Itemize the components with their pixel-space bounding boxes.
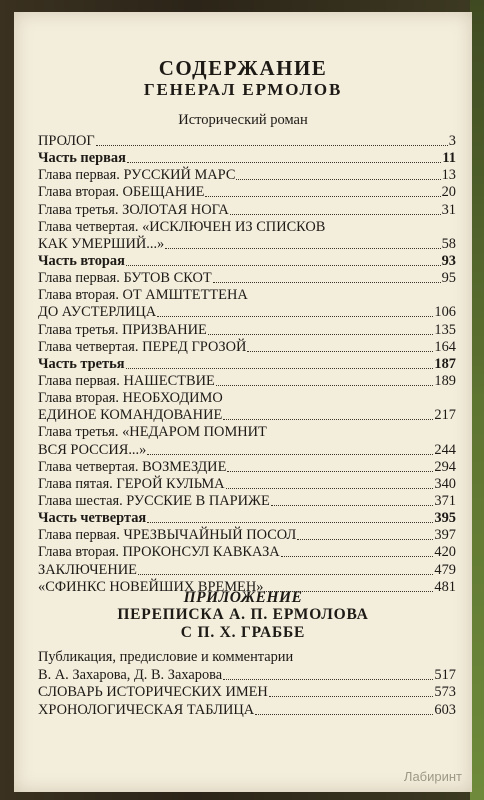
toc-entry-page: 481 [434,578,456,595]
toc-entry [38,253,456,270]
dot-leader [96,145,448,146]
dot-leader [230,214,441,215]
toc-entry-page: 106 [434,304,456,321]
dot-leader [157,316,433,317]
toc-entry-title: Часть первая [38,150,126,167]
toc-entry-title: Глава вторая. ОТ АМШТЕТТЕНА [38,287,248,304]
dot-leader [271,505,434,506]
dot-leader [247,351,433,352]
dot-leader [236,179,440,180]
toc-entry-title: ДО АУСТЕРЛИЦА [38,304,157,321]
toc-entry [38,167,456,184]
toc-entry [38,544,456,561]
toc-entry-page: 187 [434,355,456,372]
toc-entry [38,322,456,339]
dot-leader [297,539,433,540]
toc-entry-title: СЛОВАРЬ ИСТОРИЧЕСКИХ ИМЕН [38,684,268,701]
toc-entry-page: 420 [434,544,456,561]
toc-entry-page: 95 [441,270,456,287]
dot-leader [126,265,441,266]
toc-entry-title: Глава третья. «НЕДАРОМ ПОМНИТ [38,424,267,441]
appendix-contents [38,649,456,719]
appendix-title-line2: С П. Х. ГРАББЕ [180,624,306,641]
dot-leader [208,334,434,335]
toc-entry-page: 479 [434,561,456,578]
dot-leader [269,696,434,697]
toc-entry [38,373,456,390]
toc-entry-title: Глава первая. РУССКИЙ МАРС [38,167,236,184]
toc-entry-title: КАК УМЕРШИЙ...» [38,235,165,252]
toc-entry-title: Глава четвертая. ПЕРЕД ГРОЗОЙ [38,338,247,355]
toc-entry [38,339,456,356]
book-page [14,12,472,792]
toc-entry [38,390,456,407]
toc-entry-title: ЗАКЛЮЧЕНИЕ [38,561,137,578]
toc-entry-page: 164 [434,338,456,355]
toc-entry [38,202,456,219]
toc-entry [38,304,456,321]
toc-entry [38,236,456,253]
toc-entry-title: ХРОНОЛОГИЧЕСКАЯ ТАБЛИЦА [38,701,255,718]
toc-entry [38,684,456,702]
toc-entry-page: 20 [441,184,456,201]
toc-entry-title: Глава вторая. НЕОБХОДИМО [38,390,223,407]
toc-entry-page: 573 [434,684,456,701]
dot-leader [216,385,434,386]
toc-entry-page: 371 [434,492,456,509]
toc-entry-page: 517 [434,666,456,683]
toc-entry-page: 294 [434,458,456,475]
toc-entry [38,184,456,201]
toc-entry [38,270,456,287]
toc-entry-page: 13 [441,167,456,184]
dot-leader [138,574,433,575]
watermark-logo: Лабиринт [403,769,462,784]
toc-entry-title: ЕДИНОЕ КОМАНДОВАНИЕ [38,407,223,424]
toc-entry [38,493,456,510]
toc-entry [38,442,456,459]
dot-leader [223,679,433,680]
toc-entry-title: Глава первая. ЧРЕЗВЫЧАЙНЫЙ ПОСОЛ [38,527,297,544]
toc-entry [38,459,456,476]
toc-entry-title: Глава первая. НАШЕСТВИЕ [38,372,215,389]
appendix-title-line1: ПЕРЕПИСКА А. П. ЕРМОЛОВА [117,606,369,623]
toc-entry-title: Глава вторая. ПРОКОНСУЛ КАВКАЗА [38,544,280,561]
toc-entry [38,287,456,304]
book-title: ГЕНЕРАЛ ЕРМОЛОВ [143,80,343,99]
toc-entry-title: Глава четвертая. ВОЗМЕЗДИЕ [38,458,227,475]
toc-entry-title: ПРОЛОГ [38,133,95,149]
page-title: СОДЕРЖАНИЕ [158,56,328,80]
toc-entry-page: 397 [434,527,456,544]
toc-entry [38,702,456,720]
dot-leader [255,714,433,715]
toc-entry [38,667,456,685]
toc-entry-page: 135 [434,321,456,338]
toc-entry-title: Глава третья. ЗОЛОТАЯ НОГА [38,201,229,218]
toc-entry [38,562,456,579]
dot-leader [147,522,433,523]
dot-leader [227,471,433,472]
toc-entry [38,527,456,544]
toc-entry-page: 189 [434,372,456,389]
dot-leader [223,419,433,420]
dot-leader [126,368,434,369]
toc-entry-title: Глава вторая. ОБЕЩАНИЕ [38,184,205,201]
toc-entry-page: 217 [434,407,456,424]
toc-entry [38,133,456,150]
toc-entry-title: Часть четвертая [38,510,147,527]
toc-entry-title: Глава пятая. ГЕРОЙ КУЛЬМА [38,475,225,492]
toc-entry-title: Глава четвертая. «ИСКЛЮЧЕН ИЗ СПИСКОВ [38,218,326,235]
dot-leader [127,162,442,163]
toc-entry [38,219,456,236]
genre-label: Исторический роман [178,112,308,128]
toc-entry [38,510,456,527]
toc-entry-page: 603 [434,701,456,718]
toc-entry-title: Публикация, предисловие и комментарии [38,649,294,665]
dot-leader [226,488,434,489]
toc-entry-title: «СФИНКС НОВЕЙШИХ ВРЕМЕН» [38,578,264,595]
page-edge-background [470,0,484,800]
toc-entry [38,407,456,424]
toc-entry-page: 93 [441,252,456,269]
toc-entry-page: 11 [442,150,456,167]
toc-entry-page: 3 [448,133,456,149]
toc-entry-page: 58 [441,235,456,252]
dot-leader [213,282,441,283]
toc-entry [38,150,456,167]
toc-entry-title: Глава шестая. РУССКИЕ В ПАРИЖЕ [38,492,270,509]
toc-entry-title: ВСЯ РОССИЯ...» [38,441,147,458]
toc-entry-page: 395 [434,510,456,527]
dot-leader [165,248,440,249]
dot-leader [147,454,433,455]
toc-entry-page: 31 [441,201,456,218]
toc-entry-title: Часть третья [38,355,125,372]
toc-entry [38,476,456,493]
toc-entry [38,649,456,667]
toc-entry-title: Глава первая. БУТОВ СКОТ [38,270,212,287]
toc-entry-page: 340 [434,475,456,492]
toc-entry [38,356,456,373]
dot-leader [281,556,434,557]
toc-entry-page: 244 [434,441,456,458]
appendix-label: ПРИЛОЖЕНИЕ [183,589,303,606]
table-of-contents [38,133,456,596]
dot-leader [205,196,440,197]
toc-entry-title: Часть вторая [38,252,125,269]
toc-entry-title: Глава третья. ПРИЗВАНИЕ [38,321,207,338]
toc-entry-title: В. А. Захарова, Д. В. Захарова [38,666,223,683]
toc-entry [38,424,456,441]
